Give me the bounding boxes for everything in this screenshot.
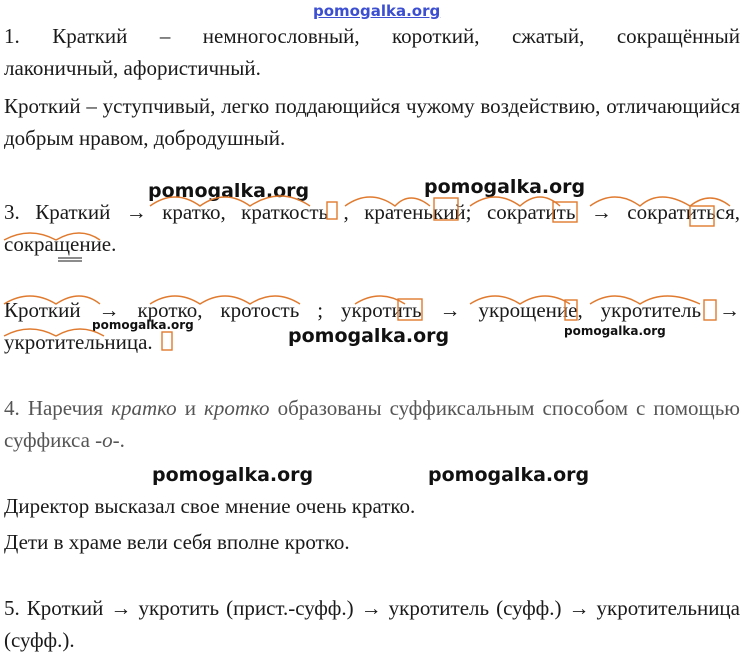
paragraph-4-text: Кроткий → кротко, кротость ; укротить → укрощение, укротитель → укротительница.	[4, 298, 740, 354]
p5-suffix: о	[102, 428, 113, 452]
watermark: pomogalka.org	[564, 324, 666, 338]
watermark: pomogalka.org	[152, 464, 314, 486]
p5-rest: образованы суффиксальным способом с помощью суффикса -	[4, 396, 740, 452]
p5-mid: и	[176, 396, 205, 420]
paragraph-6: Директор высказал свое мнение очень кратко.	[4, 494, 416, 518]
watermark: pomogalka.org	[424, 176, 586, 198]
paragraph-1-line-1: 1. Краткий – немногословный, короткий, сжатый, сокращённый	[4, 24, 740, 48]
watermark: pomogalka.org	[148, 180, 310, 202]
p5-start: 4. Наречия	[4, 396, 112, 420]
paragraph-1-line-2: лаконичный, афористичный.	[4, 56, 261, 80]
p5-word-kratko: кратко	[111, 396, 177, 420]
paragraph-7: Дети в храме вели себя вполне кротко.	[4, 530, 350, 554]
watermark: pomogalka.org	[428, 464, 590, 486]
p5-end: -.	[112, 428, 125, 452]
p5-word-krotko: кротко	[204, 396, 270, 420]
watermark-top: pomogalka.org	[313, 2, 441, 20]
watermark: pomogalka.org	[92, 318, 194, 332]
paragraph-5	[4, 392, 740, 456]
paragraph-3: 3. Краткий → кратко, краткость , кратенький; сократить → сократиться, сокращение.	[4, 200, 740, 256]
paragraph-8: 5. Кроткий → укротить (прист.-суфф.) → укротитель (суфф.) → укротительница (суфф.).	[4, 596, 740, 652]
paragraph-2: Кроткий – уступчивый, легко поддающийся чужому воздействию, отличающийся добрым нравом, добродушный.	[4, 94, 740, 150]
watermark: pomogalka.org	[288, 325, 450, 347]
